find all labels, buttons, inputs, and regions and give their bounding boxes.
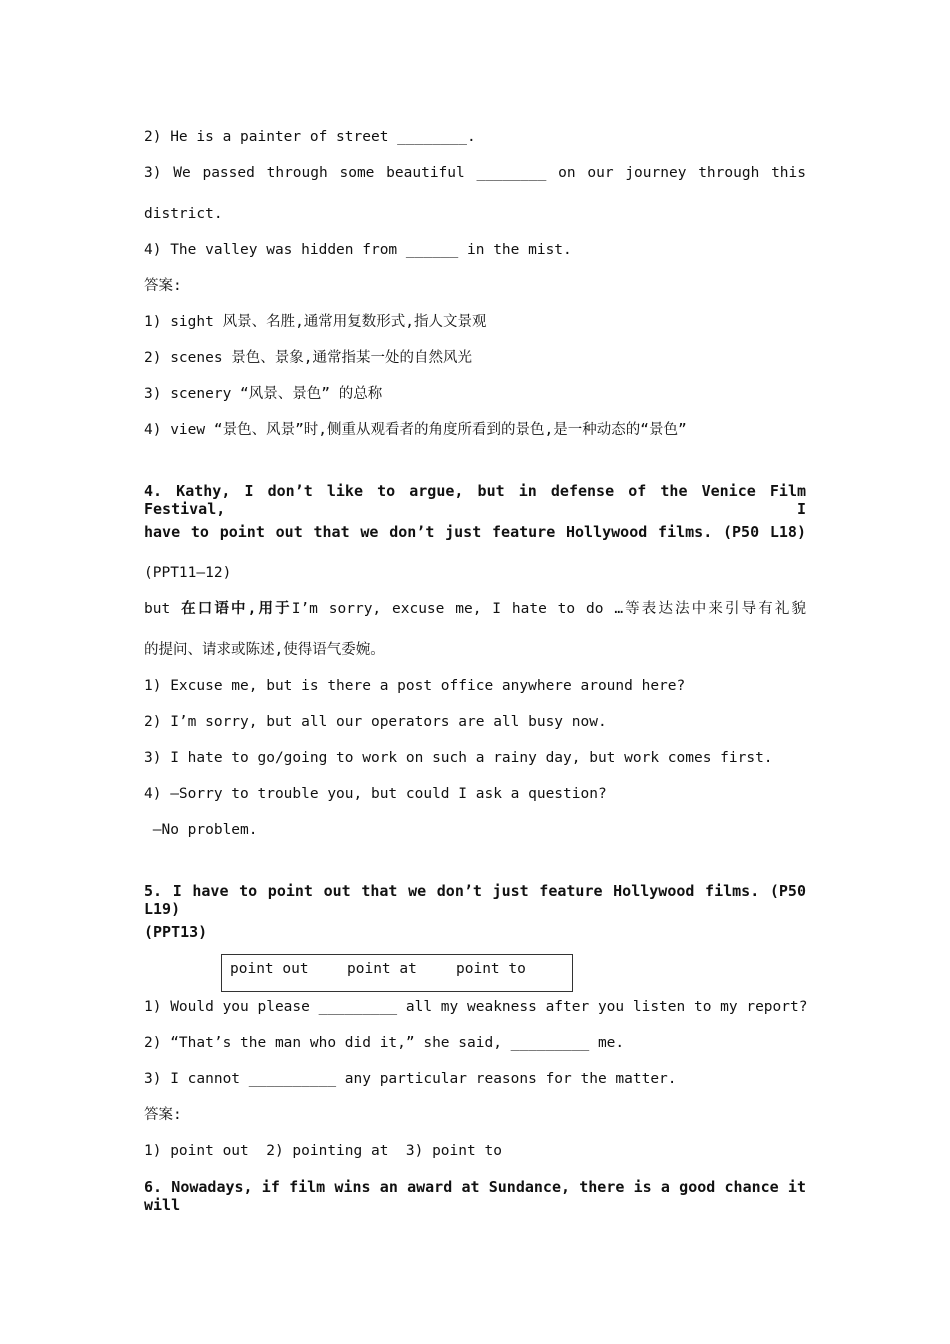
usage-note xyxy=(144,600,806,618)
word-box-item: point out xyxy=(230,961,309,977)
answer-label: 答案: xyxy=(144,278,182,294)
example-4: 4) —Sorry to trouble you, but could I ask a question? xyxy=(144,786,607,802)
section-5-ppt-ref: (PPT13) xyxy=(144,923,208,941)
word-box-item: point to xyxy=(456,961,526,977)
example-4-reply: —No problem. xyxy=(144,822,258,838)
answer-label: 答案: xyxy=(144,1107,182,1123)
answer-3: 3) scenery “风景、景色” 的总称 xyxy=(144,386,383,402)
section-4-heading: 4. Kathy, I don’t like to argue, but in defense of the Venice Film Festival, I xyxy=(144,482,806,518)
fill-question-3: 3) I cannot __________ any particular reasons for the matter. xyxy=(144,1071,677,1087)
example-3: 3) I hate to go/going to work on such a rainy day, but work comes first. xyxy=(144,750,773,766)
fill-question-1: 1) Would you please _________ all my weakness after you listen to my report? xyxy=(144,999,808,1015)
example-1: 1) Excuse me, but is there a post office anywhere around here? xyxy=(144,678,686,694)
answers: 1) point out 2) pointing at 3) point to xyxy=(144,1143,502,1159)
answer-2: 2) scenes 景色、景象,通常指某一处的自然风光 xyxy=(144,350,473,366)
section-5-heading: 5. I have to point out that we don’t just feature Hollywood films. (P50 L19) xyxy=(144,882,806,918)
fill-question-2: 2) “That’s the man who did it,” she said, _________ me. xyxy=(144,1035,625,1051)
usage-note-prefix: but xyxy=(144,601,182,617)
section-4-heading-cont: have to point out that we don’t just feature Hollywood films. (P50 L18) xyxy=(144,523,806,541)
answer-1: 1) sight 风景、名胜,通常用复数形式,指人文景观 xyxy=(144,314,487,330)
usage-note-bold: 在口语中,用于 xyxy=(181,601,292,617)
word-box-item: point at xyxy=(347,961,417,977)
usage-note-cont: 的提问、请求或陈述,使得语气委婉。 xyxy=(144,642,385,658)
exercise-question-4: 4) The valley was hidden from ______ in the mist. xyxy=(144,242,572,258)
exercise-question-2: 2) He is a painter of street ________. xyxy=(144,129,476,145)
answer-4: 4) view “景色、风景”时,侧重从观看者的角度所看到的景色,是一种动态的“景色” xyxy=(144,422,687,438)
example-2: 2) I’m sorry, but all our operators are all busy now. xyxy=(144,714,607,730)
section-4-ppt-ref: (PPT11—12) xyxy=(144,565,232,581)
usage-note-rest: I’m sorry, excuse me, I hate to do …等表达法中来引导有礼貌 xyxy=(291,601,806,617)
section-6-heading: 6. Nowadays, if film wins an award at Sundance, there is a good chance it will xyxy=(144,1178,806,1214)
exercise-question-3: 3) We passed through some beautiful ________ on our journey through this xyxy=(144,165,806,181)
exercise-question-3-cont: district. xyxy=(144,206,223,222)
word-box xyxy=(221,954,573,992)
